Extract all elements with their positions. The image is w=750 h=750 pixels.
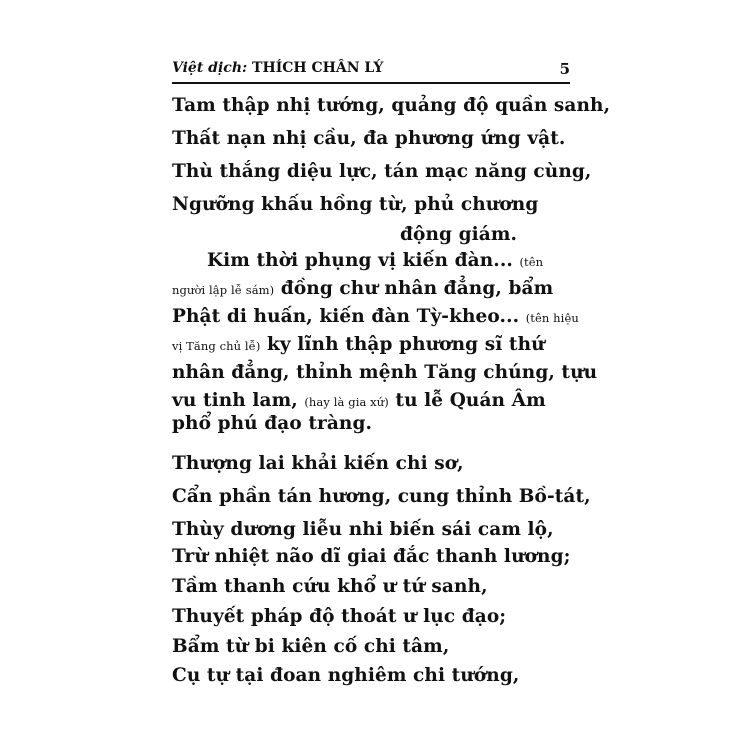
prose-line: Kim thời phụng vị kiến đàn... (tên (207, 250, 544, 271)
verse-line-continuation: động giám. (400, 224, 518, 245)
verse-line: Cẩn phần tán hương, cung thỉnh Bồ-tát, (172, 486, 591, 507)
verse-line: Thất nạn nhị cầu, đa phương ứng vật. (172, 128, 566, 149)
inline-note: (tên hiệu (525, 311, 579, 325)
verse-line: Thuyết pháp độ thoát ư lục đạo; (172, 606, 507, 627)
verse-line: Thù thắng diệu lực, tán mạc năng cùng, (172, 161, 592, 182)
translator-name: THÍCH CHÂN LÝ (252, 60, 384, 76)
verse-line: Thùy dương liễu nhi biến sái cam lộ, (172, 519, 554, 540)
running-header (172, 52, 570, 84)
verse-line: Thượng lai khải kiến chi sơ, (172, 453, 464, 474)
verse-line: Tầm thanh cứu khổ ư tứ sanh, (172, 576, 488, 597)
inline-note: (tên (519, 255, 544, 269)
verse-line: Cụ tự tại đoan nghiêm chi tướng, (172, 665, 520, 686)
page-number: 5 (559, 60, 570, 78)
prose-line: vị Tăng chủ lễ) ky lĩnh thập phương sĩ thứ (172, 334, 545, 355)
translator-label: Việt dịch: (172, 60, 248, 76)
prose-line: Phật di huấn, kiến đàn Tỳ-kheo... (tên hiệu (172, 306, 579, 327)
prose-line: nhân đẳng, thỉnh mệnh Tăng chúng, tựu (172, 362, 598, 383)
prose-line: vu tinh lam, (hay là gia xứ) tu lễ Quán Âm (172, 390, 546, 411)
inline-note: người lập lễ sám) (172, 283, 275, 297)
inline-note: vị Tăng chủ lễ) (172, 339, 261, 353)
prose-line: người lập lễ sám) đồng chư nhân đẳng, bẩm (172, 278, 554, 299)
verse-line: Tam thập nhị tướng, quảng độ quần sanh, (172, 95, 611, 116)
prose-line: phổ phú đạo tràng. (172, 413, 373, 434)
verse-line: Bẩm từ bi kiên cố chi tâm, (172, 636, 450, 657)
inline-note: (hay là gia xứ) (304, 395, 389, 409)
translator-credit (172, 60, 383, 76)
verse-line: Trừ nhiệt não dĩ giai đắc thanh lương; (172, 546, 571, 567)
verse-line: Ngưỡng khấu hồng từ, phủ chương (172, 194, 539, 215)
